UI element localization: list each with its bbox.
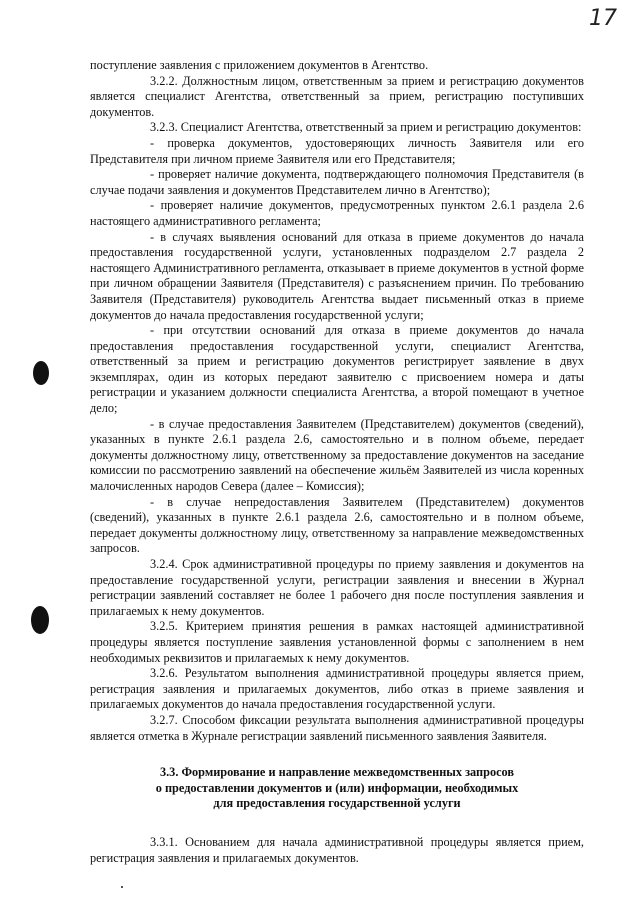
paragraph: 3.2.6. Результатом выполнения административной процедуры является прием, регистрация заявления и прилагаемых документов, либо отказ в приеме заявления и прилагаемых документов до начала предоставления государственной услуги.	[90, 666, 584, 712]
paragraph: - проверяет наличие документов, предусмотренных пунктом 2.6.1 раздела 2.6 настоящего административного регламента;	[90, 198, 584, 228]
heading-line: для предоставления государственной услуги	[213, 796, 461, 811]
paragraph: - проверка документов, удостоверяющих личность Заявителя или его Представителя при личном приеме Заявителя или его Представителя;	[90, 135, 584, 166]
paragraph: - проверяет наличие документа, подтверждающего полномочия Представителя (в случае подачи заявления и документов Представителем лично в Агентство);	[90, 167, 584, 197]
section-heading	[90, 765, 584, 812]
paragraph: поступление заявления с приложением документов в Агентство.	[90, 58, 429, 72]
paragraph: - при отсутствии оснований для отказа в приеме документов до начала предоставления предоставления государственной услуги, специалист Агентства, ответственный за прием и регистрацию документов регистрирует заявление в двух экземплярах, один из которых передают заявителю с присвоением номера и даты регистрации и указанием должности специалиста Агентства, а второй помещают в учетное дело;	[90, 323, 584, 416]
paragraph: - в случае непредоставления Заявителем (Представителем) документов (сведений), указанных в пункте 2.6.1 раздела 2.6, самостоятельно и в полном объеме, передает документы должностному лицу, ответственному за направление межведомственных запросов.	[90, 494, 584, 556]
punch-hole-mark	[33, 361, 49, 385]
heading-line: 3.3. Формирование и направление межведомственных запросов	[159, 765, 515, 780]
paragraph: 3.2.3. Специалист Агентства, ответственный за прием и регистрацию документов:	[150, 120, 582, 135]
paragraph: 3.2.2. Должностным лицом, ответственным за прием и регистрацию документов является специалист Агентства, ответственный за прием, регистрацию поступивших документов.	[90, 73, 584, 119]
paragraph: 3.2.5. Критерием принятия решения в рамках настоящей административной процедуры является поступление заявления установленной формы с заполнением в нем необходимых реквизитов и прилагаемых к нему документов.	[90, 619, 584, 665]
page-number: 17	[589, 6, 617, 31]
document-body	[90, 58, 584, 866]
paragraph: 3.3.1. Основанием для начала административной процедуры является прием, регистрация заявления и прилагаемых документов.	[90, 834, 584, 865]
paragraphs-before	[90, 58, 584, 744]
heading-line: о предоставлении документов и (или) информации, необходимых	[155, 780, 519, 795]
scan-speck	[121, 886, 123, 888]
paragraph: 3.2.4. Срок административной процедуры по приему заявления и документов на предоставление государственной услуги, регистрации заявления и внесении в Журнал регистрации заявлений составляет не более 1 рабочего дня после поступления заявления и прилагаемых к нему документов.	[90, 557, 584, 618]
paragraph: - в случае предоставления Заявителем (Представителем) документов (сведений), указанных в пункте 2.6.1 раздела 2.6, самостоятельно и в полном объеме, передает документы должностному лицу, ответственному за предоставление документов на заседание комиссии по рассмотрению заявлений на обеспечение жильём Заявителей из числа коренных малочисленных народов Севера (далее – Комиссия);	[90, 416, 584, 494]
paragraph: - в случаях выявления оснований для отказа в приеме документов до начала предоставления государственной услуги, установленных подразделом 2.7 раздела 2 настоящего Административного регламента, отказывает в приеме документов в устной форме при личном обращении Заявителя (Представителя) с разъяснением причин. По требованию Заявителя (Представителя) руководитель Агентства выдает письменный отказ в приеме документов до начала предоставления государственной услуги;	[90, 229, 584, 322]
punch-hole-mark	[31, 606, 49, 634]
paragraph: 3.2.7. Способом фиксации результата выполнения административной процедуры является отметка в Журнале регистрации заявлений письменного заявления Заявителя.	[90, 712, 584, 743]
paragraphs-after	[90, 835, 584, 866]
